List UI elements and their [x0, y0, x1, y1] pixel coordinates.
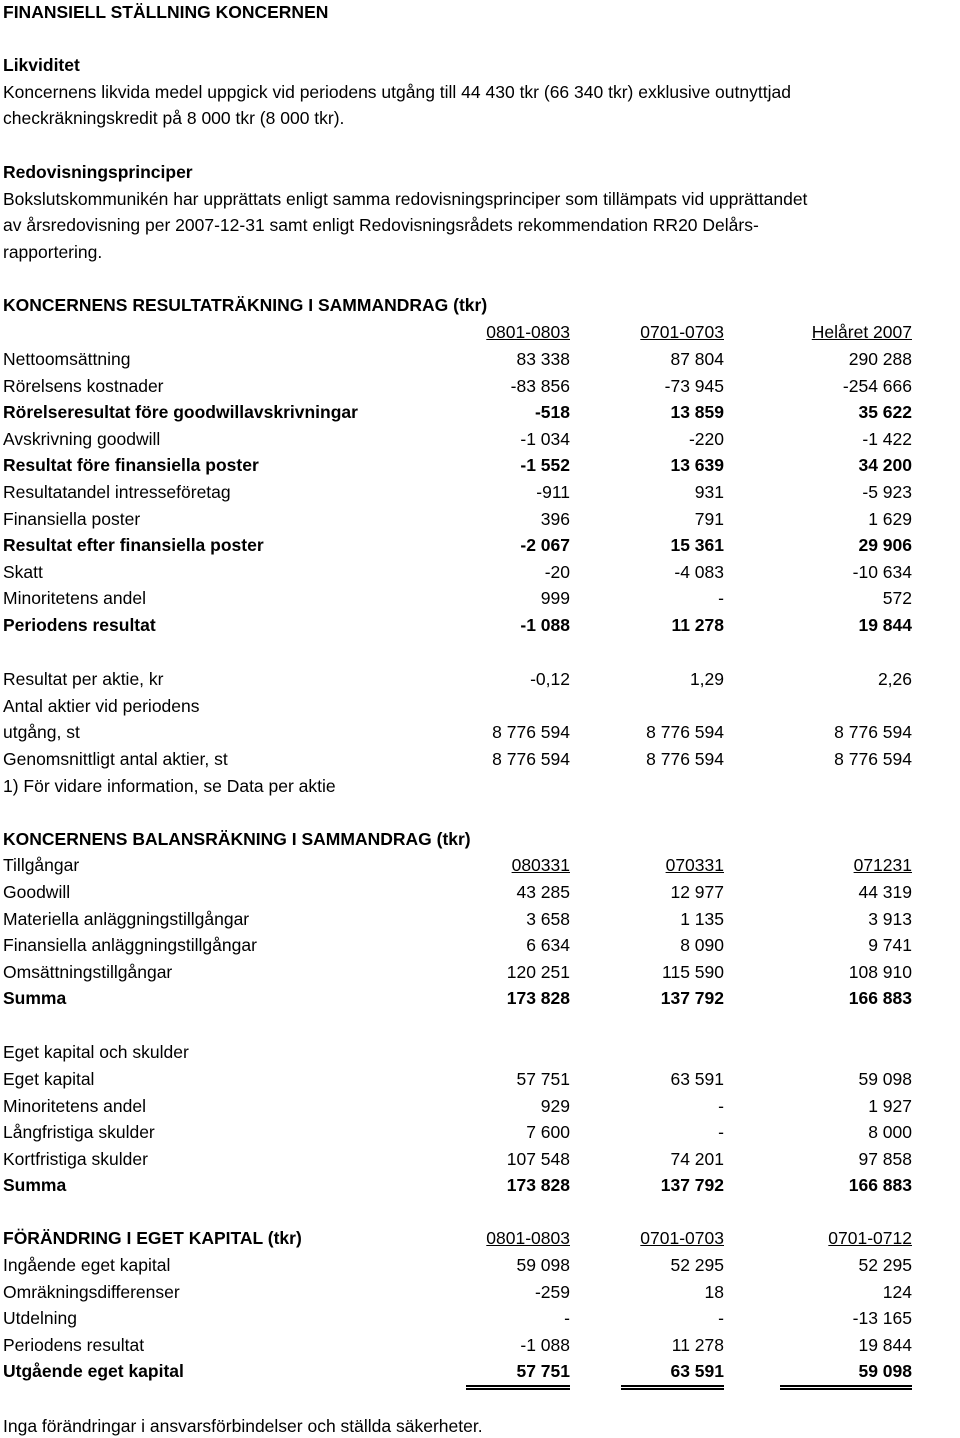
cell-value: 43 285 [516, 882, 570, 902]
cell-value: 1 927 [868, 1095, 912, 1116]
cell-value: 52 295 [858, 1255, 912, 1275]
cell-value: 8 776 594 [834, 722, 912, 743]
row-label: Materiella anläggningstillgångar [3, 908, 250, 929]
cell-value: 108 910 [848, 961, 912, 982]
column-header: 0701-0703 [640, 322, 724, 342]
row-label: Periodens resultat [3, 615, 156, 635]
cell-value: 13 639 [670, 455, 724, 476]
accounting-heading: Redovisningsprinciper [3, 162, 193, 182]
column-header: 080331 [511, 855, 570, 875]
table-row [0, 1069, 960, 1093]
cell-value: -13 165 [852, 1308, 912, 1329]
equity-changes-header [0, 1228, 960, 1252]
table-row [0, 535, 960, 559]
income-statement-column-headers [0, 322, 960, 346]
cell-value: 3 658 [526, 908, 570, 929]
cell-value: -518 [534, 402, 570, 423]
liabilities-label: Eget kapital och skulder [3, 1042, 189, 1062]
cell-value: -0,12 [530, 669, 570, 689]
cell-value: 929 [540, 1095, 570, 1116]
cell-value: -1 552 [520, 455, 570, 476]
cell-value: - [718, 1122, 724, 1143]
liquidity-text-line-2: checkräkningskredit på 8 000 tkr (8 000 tkr). [3, 108, 345, 128]
cell-value: 8 776 594 [492, 722, 570, 743]
cell-value: -1 034 [520, 428, 570, 449]
cell-value: -1 088 [520, 615, 570, 635]
column-header: 0801-0803 [486, 322, 570, 342]
double-underline [466, 1385, 570, 1390]
table-row [0, 935, 960, 959]
table-row [0, 349, 960, 373]
cell-value: 931 [694, 482, 724, 502]
row-label: Utgående eget kapital [3, 1361, 184, 1382]
cell-value: 791 [694, 508, 724, 529]
table-row [0, 376, 960, 400]
row-label: Eget kapital [3, 1069, 95, 1089]
table-row [0, 722, 960, 746]
cell-value: 35 622 [858, 402, 912, 423]
table-row [0, 1122, 960, 1146]
row-label: Ingående eget kapital [3, 1255, 171, 1275]
row-label: Minoritetens andel [3, 1095, 146, 1116]
cell-value: 1 629 [868, 508, 912, 529]
cell-value: 29 906 [858, 535, 912, 556]
cell-value: 166 883 [848, 1175, 912, 1196]
cell-value: -1 088 [520, 1334, 570, 1355]
row-label: Avskrivning goodwill [3, 428, 161, 449]
cell-value: 44 319 [858, 882, 912, 902]
table-row [0, 509, 960, 533]
column-header: 071231 [853, 855, 912, 875]
cell-value: - [564, 1308, 570, 1329]
accounting-text-line-1: Bokslutskommunikén har upprättats enligt samma redovisningsprinciper som tillämpats vid upprättandet [3, 189, 808, 209]
cell-value: 8 000 [868, 1122, 912, 1143]
column-header: Helåret 2007 [811, 322, 912, 342]
cell-value: 59 098 [858, 1069, 912, 1089]
row-label: Långfristiga skulder [3, 1122, 155, 1143]
table-row [0, 1335, 960, 1359]
table-row [0, 1308, 960, 1332]
table-row [0, 615, 960, 639]
cell-value: 107 548 [506, 1148, 570, 1169]
cell-value: -73 945 [664, 375, 724, 396]
cell-value: -5 923 [862, 482, 912, 502]
table-row [0, 882, 960, 906]
cell-value: 173 828 [506, 988, 570, 1009]
cell-value: 11 278 [671, 615, 724, 635]
cell-value: 12 977 [670, 882, 724, 902]
table-row [0, 402, 960, 426]
table-row [0, 1149, 960, 1173]
row-label: Omsättningstillgångar [3, 961, 173, 982]
cell-value: 57 751 [516, 1069, 570, 1089]
cell-value: 97 858 [858, 1148, 912, 1169]
cell-value: - [718, 1308, 724, 1329]
cell-value: -220 [688, 428, 724, 449]
cell-value: 8 090 [680, 935, 724, 956]
footnote: 1) För vidare information, se Data per aktie [3, 776, 336, 796]
cell-value: 63 591 [670, 1361, 724, 1382]
cell-value: 7 600 [526, 1122, 570, 1143]
cell-value: 8 776 594 [492, 748, 570, 769]
cell-value: 19 844 [858, 1334, 912, 1355]
cell-value: -2 067 [520, 535, 570, 556]
row-label: Resultat per aktie, kr [3, 669, 164, 689]
cell-value: 137 792 [660, 1175, 724, 1196]
cell-value: 59 098 [516, 1255, 570, 1275]
table-row [0, 482, 960, 506]
row-label: Finansiella poster [3, 508, 141, 529]
cell-value: 11 278 [671, 1334, 724, 1355]
table-row [0, 1255, 960, 1279]
row-label: utgång, st [3, 722, 80, 743]
table-row [0, 1175, 960, 1199]
row-label: Finansiella anläggningstillgångar [3, 935, 257, 956]
cell-value: 59 098 [858, 1361, 912, 1382]
liquidity-text-line-1: Koncernens likvida medel uppgick vid periodens utgång till 44 430 tkr (66 340 tkr) exklusive outnyttjad [3, 82, 791, 102]
cell-value: 19 844 [858, 615, 912, 635]
cell-value: - [718, 1095, 724, 1116]
row-label: Skatt [3, 561, 43, 582]
cell-value: 6 634 [526, 935, 570, 956]
row-label: Resultat efter finansiella poster [3, 535, 264, 556]
cell-value: 124 [882, 1281, 912, 1302]
column-header: 0801-0803 [486, 1228, 570, 1248]
table-row [0, 588, 960, 612]
table-row [0, 962, 960, 986]
page-title: FINANSIELL STÄLLNING KONCERNEN [3, 2, 329, 22]
table-row [0, 1361, 960, 1385]
table-row [0, 669, 960, 693]
row-label: Utdelning [3, 1308, 77, 1329]
row-label: Resultatandel intresseföretag [3, 482, 231, 502]
cell-value: 52 295 [670, 1255, 724, 1275]
table-row [0, 1096, 960, 1120]
assets-label: Tillgångar [3, 855, 80, 875]
cell-value: 34 200 [858, 455, 912, 476]
cell-value: 396 [540, 508, 570, 529]
cell-value: -911 [536, 482, 570, 502]
double-underline [780, 1385, 912, 1390]
cell-value: 290 288 [848, 349, 912, 369]
cell-value: 1,29 [689, 669, 724, 689]
cell-value: 572 [882, 588, 912, 609]
accounting-text-line-3: rapportering. [3, 242, 103, 262]
cell-value: 8 776 594 [646, 748, 724, 769]
income-statement-heading: KONCERNENS RESULTATRÄKNING I SAMMANDRAG (tkr) [3, 295, 488, 315]
row-label: Nettoomsättning [3, 349, 131, 369]
cell-value: 63 591 [670, 1069, 724, 1089]
double-underline [621, 1385, 724, 1390]
cell-value: 8 776 594 [834, 748, 912, 769]
cell-value: 18 [704, 1281, 724, 1302]
row-label: Genomsnittligt antal aktier, st [3, 748, 228, 769]
cell-value: 115 590 [662, 961, 724, 982]
cell-value: -259 [534, 1281, 570, 1302]
row-label: Goodwill [3, 882, 71, 902]
cell-value: -83 856 [510, 375, 570, 396]
liquidity-heading: Likviditet [3, 55, 80, 75]
cell-value: 173 828 [506, 1175, 570, 1196]
cell-value: 120 251 [506, 961, 570, 982]
cell-value: -20 [544, 561, 570, 582]
row-label: Summa [3, 1175, 67, 1196]
cell-value: 9 741 [868, 935, 912, 956]
equity-changes-heading: FÖRÄNDRING I EGET KAPITAL (tkr) [3, 1228, 302, 1248]
column-header: 0701-0712 [828, 1228, 912, 1248]
cell-value: 87 804 [670, 349, 724, 369]
row-label: Resultat före finansiella poster [3, 455, 259, 476]
cell-value: 1 135 [680, 908, 724, 929]
table-row [0, 696, 960, 720]
table-row [0, 1282, 960, 1306]
cell-value: -1 422 [862, 428, 912, 449]
row-label: Rörelseresultat före goodwillavskrivningar [3, 402, 358, 423]
balance-sheet-column-headers [0, 855, 960, 879]
cell-value: 57 751 [516, 1361, 570, 1382]
row-label: Rörelsens kostnader [3, 375, 164, 396]
row-label: Kortfristiga skulder [3, 1148, 148, 1169]
row-label: Summa [3, 988, 67, 1009]
cell-value: 2,26 [877, 669, 912, 689]
cell-value: 137 792 [660, 988, 724, 1009]
balance-sheet-heading: KONCERNENS BALANSRÄKNING I SAMMANDRAG (tkr) [3, 829, 471, 849]
cell-value: - [718, 588, 724, 609]
column-header: 0701-0703 [640, 1228, 724, 1248]
cell-value: -254 666 [842, 375, 912, 396]
cell-value: 8 776 594 [646, 722, 724, 743]
table-row [0, 909, 960, 933]
row-label: Minoritetens andel [3, 588, 146, 609]
table-row [0, 429, 960, 453]
column-header: 070331 [665, 855, 724, 875]
table-row [0, 988, 960, 1012]
cell-value: 74 201 [670, 1148, 724, 1169]
table-row [0, 455, 960, 479]
cell-value: 83 338 [516, 349, 570, 369]
final-note: Inga förändringar i ansvarsförbindelser och ställda säkerheter. [3, 1416, 483, 1436]
cell-value: 999 [540, 588, 570, 609]
table-row [0, 749, 960, 773]
cell-value: 3 913 [868, 908, 912, 929]
cell-value: 166 883 [848, 988, 912, 1009]
accounting-text-line-2: av årsredovisning per 2007-12-31 samt enligt Redovisningsrådets rekommendation RR20 Delårs- [3, 215, 759, 235]
row-label: Omräkningsdifferenser [3, 1281, 180, 1302]
cell-value: 15 361 [670, 535, 724, 556]
row-label: Antal aktier vid periodens [3, 695, 200, 716]
cell-value: -4 083 [674, 561, 724, 582]
row-label: Periodens resultat [3, 1334, 145, 1355]
table-row [0, 562, 960, 586]
cell-value: 13 859 [670, 402, 724, 423]
cell-value: -10 634 [852, 561, 912, 582]
